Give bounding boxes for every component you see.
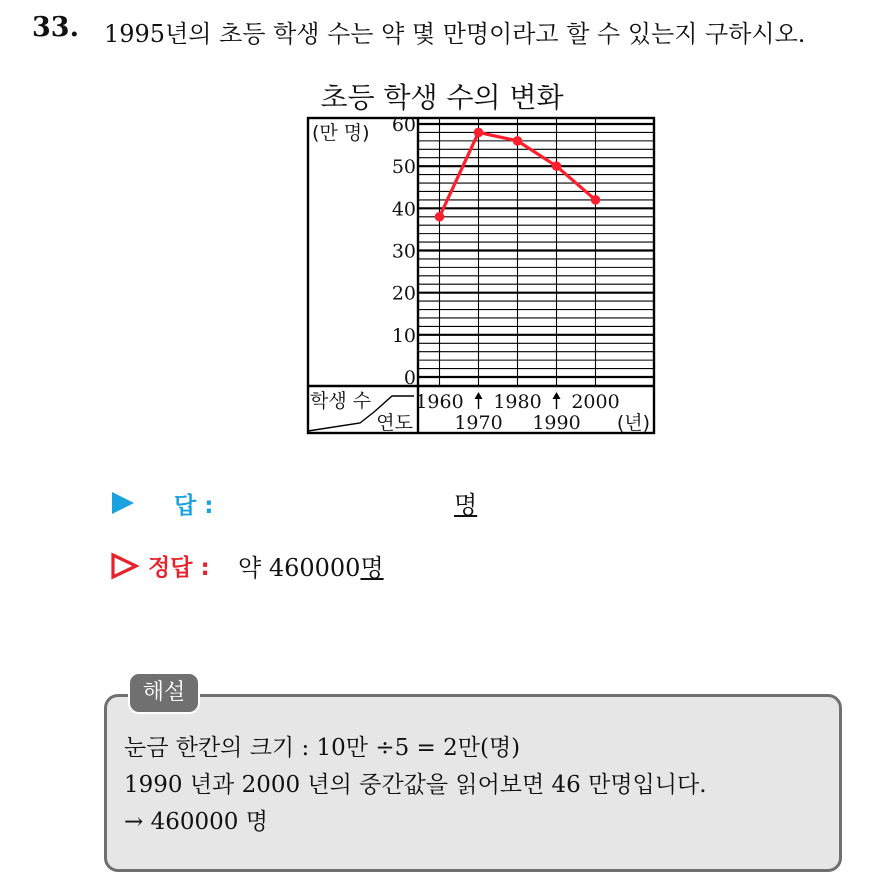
question-number: 33. bbox=[32, 12, 79, 43]
play-arrow-icon bbox=[112, 492, 134, 514]
correct-prefix: 약 460000 bbox=[238, 554, 361, 582]
correct-unit: 명 bbox=[360, 554, 384, 582]
x-tick-pointer-head bbox=[553, 392, 561, 399]
x-tick-label: 1990 bbox=[532, 412, 581, 434]
correct-label: 정답 : bbox=[148, 555, 210, 581]
y-tick-label: 50 bbox=[391, 156, 416, 179]
chart-grid bbox=[418, 118, 654, 386]
y-tick-label: 20 bbox=[391, 282, 416, 305]
answer-unit: 명 bbox=[454, 491, 478, 519]
x-tick-label: 1960 bbox=[415, 391, 464, 413]
y-tick-label: 0 bbox=[403, 367, 416, 389]
explanation-line: 눈금 한칸의 크기 : 10만 ÷5 = 2만(명) bbox=[124, 735, 521, 761]
x-tick-pointer-head bbox=[475, 392, 483, 399]
answer-row bbox=[108, 485, 608, 521]
question-text: 1995년의 초등 학생 수는 약 몇 만명이라고 할 수 있는지 구하시오. bbox=[104, 20, 806, 48]
data-point bbox=[552, 161, 562, 171]
explanation-line: → 460000 명 bbox=[124, 809, 268, 835]
x-unit-label: (년) bbox=[616, 412, 650, 434]
explanation-tab: 해설 bbox=[128, 672, 200, 714]
data-point bbox=[435, 212, 445, 222]
line-chart bbox=[300, 110, 662, 442]
y-tick-label: 40 bbox=[391, 198, 416, 221]
outline-arrow-icon bbox=[110, 552, 140, 580]
explanation-text bbox=[124, 730, 707, 841]
data-point bbox=[513, 136, 523, 146]
y-tick-label: 30 bbox=[391, 240, 416, 263]
x-tick-label: 1970 bbox=[454, 412, 503, 434]
explanation-line: 1990 년과 2000 년의 중간값을 읽어보면 46 만명입니다. bbox=[124, 772, 707, 798]
chart-title: 초등 학생 수의 변화 bbox=[320, 81, 564, 114]
x-tick-label: 1980 bbox=[493, 391, 542, 413]
y-tick-label: 10 bbox=[391, 324, 416, 347]
correct-answer-row bbox=[108, 548, 608, 584]
answer-label: 답 : bbox=[174, 493, 214, 519]
corner-top-label: 학생 수 bbox=[310, 390, 372, 412]
corner-bottom-label: 연도 bbox=[376, 412, 413, 434]
data-point bbox=[474, 128, 484, 138]
data-point bbox=[591, 195, 601, 205]
correct-value bbox=[238, 548, 384, 583]
y-unit-label: (만 명) bbox=[312, 122, 370, 144]
y-tick-label: 60 bbox=[391, 114, 416, 136]
x-tick-label: 2000 bbox=[571, 391, 620, 413]
